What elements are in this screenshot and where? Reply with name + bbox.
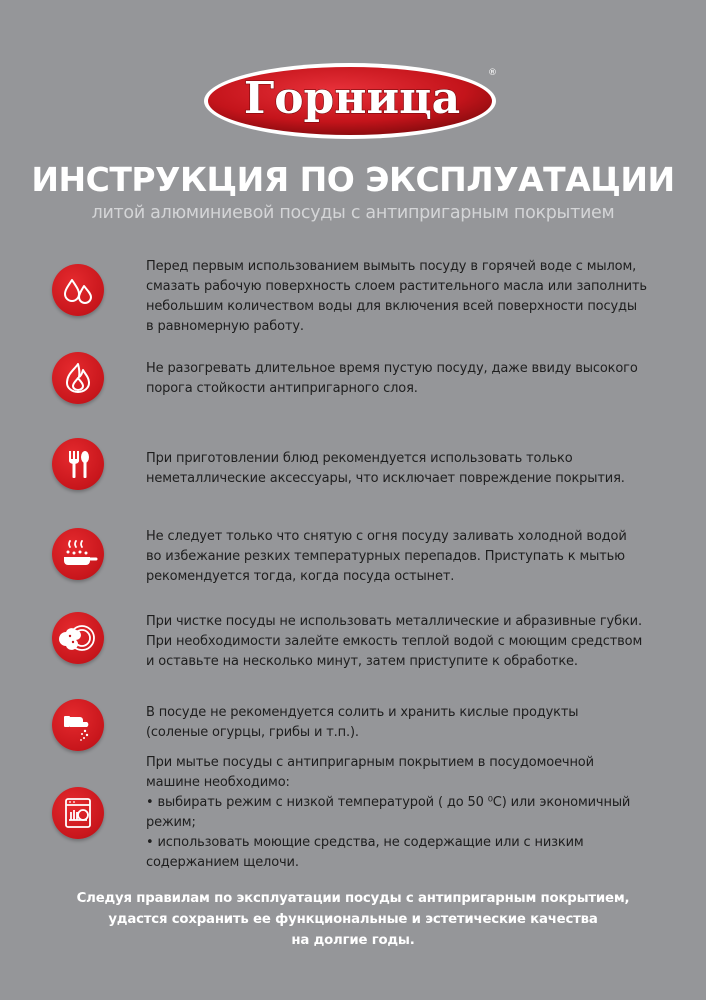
water-drops-icon [52,264,104,316]
flame-icon [52,352,104,404]
registered-mark: ® [488,68,497,78]
instruction-text-2: Не разогревать длительное время пустую посуду, даже ввиду высокого порога стойкости антипригарного слоя. [146,361,638,396]
instruction-text-5: При чистке посуды не использовать металлические и абразивные губки. При необходимости залейте емкость теплой водой с моющим средством и оставьте на несколько минут, затем приступите к обработке. [146,614,643,669]
sponge-plate-icon [52,612,104,664]
hot-pan-icon [52,528,104,580]
instruction-text-3: При приготовлении блюд рекомендуется использовать только неметаллические аксессуары, что исключает повреждение покрытия. [146,451,625,486]
fork-spoon-icon [52,438,104,490]
logo-text: Горница [243,73,461,124]
instruction-text-4: Не следует только что снятую с огня посуду заливать холодной водой во избежание резких температурных перепадов. Приступать к мытью рекомендуется тогда, когда посуда остынет. [146,529,627,584]
page-title: ИНСТРУКЦИЯ ПО ЭКСПЛУАТАЦИИ [31,160,675,199]
salt-hand-icon [52,699,104,751]
page-subtitle: литой алюминиевой посуды с антипригарным покрытием [91,203,615,223]
dishwasher-icon [52,787,104,839]
instruction-text-1: Перед первым использованием вымыть посуду в горячей воде с мылом, смазать рабочую поверхность слоем растительного масла или заполнить небольшим количеством воды для включения всей поверхности посуды в равномерную работу. [146,259,647,334]
brand-logo [202,53,498,141]
instruction-text-6: В посуде не рекомендуется солить и хранить кислые продукты (соленые огурцы, грибы и т.п.). [146,705,579,740]
instruction-text-7: При мытье посуды с антипригарным покрытием в посудомоечной машине необходимо: • выбирать режим с низкой температурой ( до 50 ⁰С) или экономичный режим; • использовать моющие средства, не содержащие или с низким содержанием щелочи. [146,755,631,870]
footer-note: Следуя правилам по эксплуатации посуды с антипригарным покрытием, удастся сохранить ее функциональные и эстетические качества на долгие годы. [76,891,630,948]
